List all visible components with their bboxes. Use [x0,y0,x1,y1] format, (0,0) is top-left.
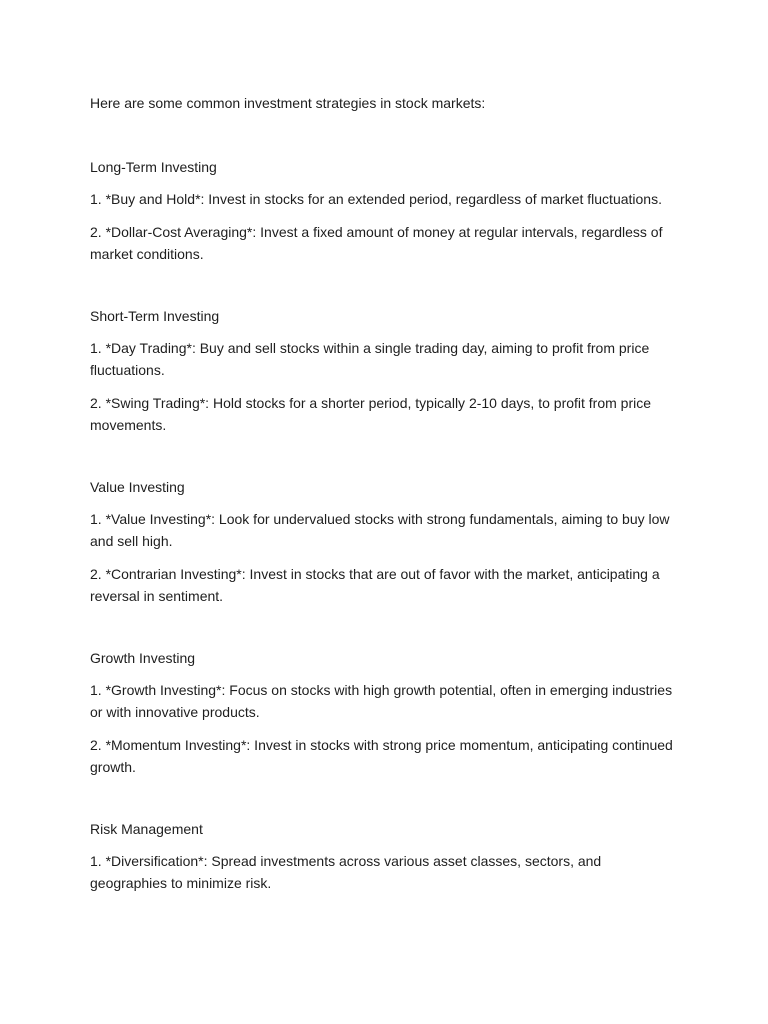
section-heading: Short-Term Investing [90,308,220,324]
section-risk-management [90,818,680,894]
list-item: 1. *Value Investing*: Look for undervalued stocks with strong fundamentals, aiming to buy low and sell high. [90,511,670,549]
list-item: 2. *Dollar-Cost Averaging*: Invest a fixed amount of money at regular intervals, regardless of market conditions. [90,224,663,262]
list-item: 1. *Day Trading*: Buy and sell stocks within a single trading day, aiming to profit from price fluctuations. [90,340,650,378]
section-heading: Long-Term Investing [90,159,217,175]
section-heading: Growth Investing [90,650,196,666]
section-long-term [90,156,680,265]
list-item: 2. *Swing Trading*: Hold stocks for a shorter period, typically 2-10 days, to profit from price movements. [90,395,652,433]
list-item: 1. *Growth Investing*: Focus on stocks with high growth potential, often in emerging industries or with innovative products. [90,682,673,720]
section-heading: Value Investing [90,479,185,495]
section-growth [90,647,680,778]
section-short-term [90,305,680,436]
section-value [90,476,680,607]
list-item: 1. *Diversification*: Spread investments across various asset classes, sectors, and geographies to minimize risk. [90,853,602,891]
intro-paragraph: Here are some common investment strategies in stock markets: [90,95,486,111]
list-item: 1. *Buy and Hold*: Invest in stocks for an extended period, regardless of market fluctuations. [90,191,662,207]
list-item: 2. *Contrarian Investing*: Invest in stocks that are out of favor with the market, anticipating a reversal in sentiment. [90,566,660,604]
document-body [90,92,680,905]
section-heading: Risk Management [90,821,203,837]
list-item: 2. *Momentum Investing*: Invest in stocks with strong price momentum, anticipating continued growth. [90,737,673,775]
